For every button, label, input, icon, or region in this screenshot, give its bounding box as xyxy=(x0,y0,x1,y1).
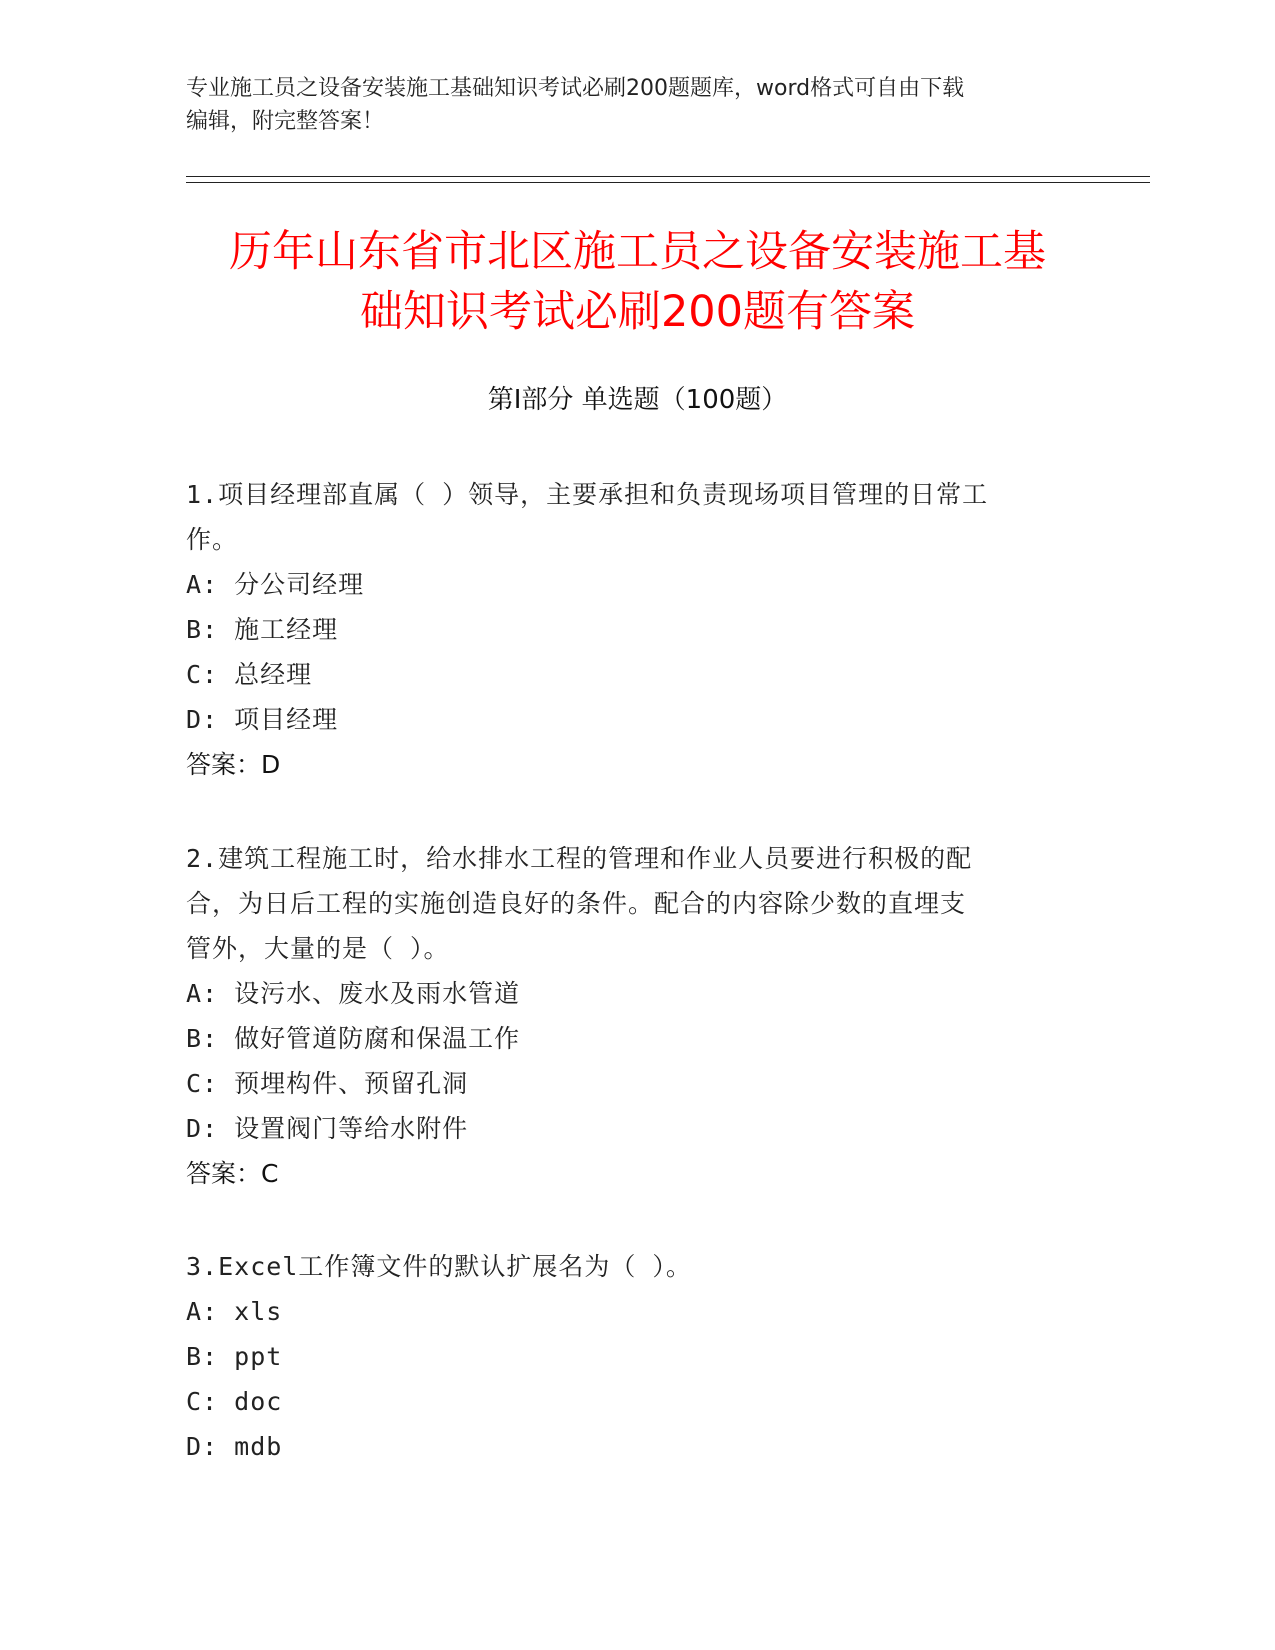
option-letter: C: xyxy=(186,1069,219,1098)
option-letter: A: xyxy=(186,979,219,1008)
option-b xyxy=(186,1334,1066,1379)
option-letter: A: xyxy=(186,570,219,599)
question-stem-line: 2.建筑工程施工时，给水排水工程的管理和作业人员要进行积极的配 xyxy=(186,844,973,873)
option-c xyxy=(186,652,1066,697)
option-text: 设污水、废水及雨水管道 xyxy=(234,979,521,1008)
option-d xyxy=(186,1106,1066,1151)
option-d xyxy=(186,1424,1066,1469)
question-stem xyxy=(186,1244,1066,1289)
option-b xyxy=(186,607,1066,652)
header-note-line-1: 专业施工员之设备安装施工基础知识考试必刷200题题库，word格式可自由下载 xyxy=(186,76,965,101)
document-title-line-2: 础知识考试必刷200题有答案 xyxy=(359,287,916,337)
section-title: 第Ⅰ部分 单选题（100题） xyxy=(487,385,788,415)
option-text: mdb xyxy=(234,1432,283,1461)
option-text: 总经理 xyxy=(234,660,313,689)
option-letter: B: xyxy=(186,615,219,644)
option-a xyxy=(186,971,1066,1016)
question-stem-line: 1.项目经理部直属（ ）领导，主要承担和负责现场项目管理的日常工 xyxy=(186,480,989,509)
option-text: 做好管道防腐和保温工作 xyxy=(234,1024,521,1053)
option-a xyxy=(186,1289,1066,1334)
document-title-line-1: 历年山东省市北区施工员之设备安装施工基 xyxy=(229,227,1046,277)
option-text: 项目经理 xyxy=(234,705,339,734)
option-letter: D: xyxy=(186,705,219,734)
option-text: xls xyxy=(234,1297,283,1326)
question-stem-line: 3.Excel工作簿文件的默认扩展名为（ ）。 xyxy=(186,1252,692,1281)
header-divider-bottom xyxy=(186,182,1150,183)
option-text: 设置阀门等给水附件 xyxy=(234,1114,469,1143)
header-divider-top xyxy=(186,176,1150,177)
question-1 xyxy=(186,472,1066,787)
question-2 xyxy=(186,836,1066,1196)
option-letter: A: xyxy=(186,1297,219,1326)
option-letter: D: xyxy=(186,1432,219,1461)
header-note xyxy=(186,72,1066,138)
answer-label: 答案：C xyxy=(186,1159,279,1188)
option-letter: B: xyxy=(186,1342,219,1371)
option-text: doc xyxy=(234,1387,283,1416)
option-letter: C: xyxy=(186,660,219,689)
option-text: 分公司经理 xyxy=(234,570,365,599)
question-stem xyxy=(186,472,1066,562)
option-text: ppt xyxy=(234,1342,283,1371)
question-stem-line: 合，为日后工程的实施创造良好的条件。配合的内容除少数的直埋支 xyxy=(186,889,967,918)
option-letter: D: xyxy=(186,1114,219,1143)
option-letter: B: xyxy=(186,1024,219,1053)
document-title xyxy=(160,222,1115,342)
question-3 xyxy=(186,1244,1066,1469)
option-text: 预埋构件、预留孔洞 xyxy=(234,1069,469,1098)
option-letter: C: xyxy=(186,1387,219,1416)
header-note-line-2: 编辑，附完整答案！ xyxy=(186,109,385,134)
option-c xyxy=(186,1061,1066,1106)
option-a xyxy=(186,562,1066,607)
option-text: 施工经理 xyxy=(234,615,339,644)
question-stem-line: 管外，大量的是（ ）。 xyxy=(186,934,450,963)
option-c xyxy=(186,1379,1066,1424)
option-b xyxy=(186,1016,1066,1061)
option-d xyxy=(186,697,1066,742)
question-stem-line: 作。 xyxy=(186,525,239,554)
question-stem xyxy=(186,836,1066,971)
answer-label: 答案：D xyxy=(186,750,281,779)
